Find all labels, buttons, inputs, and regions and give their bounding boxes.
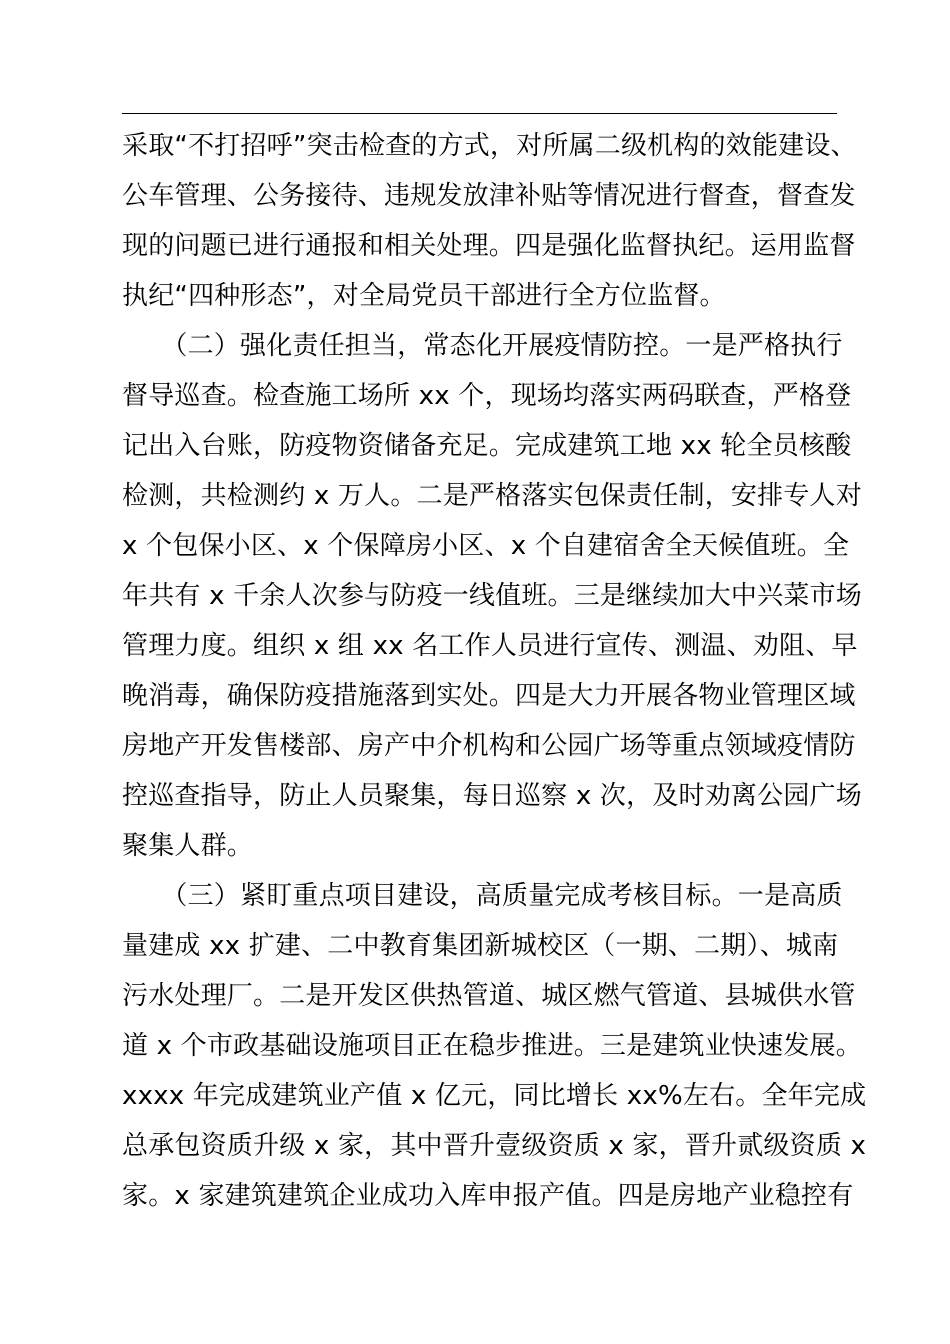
header-rule xyxy=(122,113,837,114)
document-body xyxy=(122,121,867,1221)
text-line: x 个包保小区、x 个保障房小区、x 个自建宿舍全天候值班。全 xyxy=(122,531,850,561)
text-line: 晚消毒，确保防疫措施落到实处。四是大力开展各物业管理区域 xyxy=(122,681,856,711)
text-line: 执纪“四种形态”，对全局党员干部进行全方位监督。 xyxy=(122,281,726,311)
text-line: 总承包资质升级 x 家，其中晋升壹级资质 x 家，晋升贰级资质 x xyxy=(122,1131,867,1161)
text-line: 量建成 xx 扩建、二中教育集团新城校区（一期、二期）、城南 xyxy=(122,931,839,961)
text-line: 年共有 x 千余人次参与防疫一线值班。三是继续加大中兴菜市场 xyxy=(122,581,862,611)
text-line: 采取“不打招呼”突击检查的方式，对所属二级机构的效能建设、 xyxy=(122,131,857,161)
text-line: 道 x 个市政基础设施项目正在稳步推进。三是建筑业快速发展。 xyxy=(122,1031,862,1061)
text-line: 控巡查指导，防止人员聚集，每日巡察 x 次，及时劝离公园广场 xyxy=(122,781,862,811)
text-line: 检测，共检测约 x 万人。二是严格落实包保责任制，安排专人对 xyxy=(122,481,862,511)
text-line: xxxx 年完成建筑业产值 x 亿元，同比增长 xx%左右。全年完成 xyxy=(122,1081,867,1111)
text-line: 督导巡查。检查施工场所 xx 个，现场均落实两码联查，严格登 xyxy=(122,381,852,411)
text-line: 记出入台账，防疫物资储备充足。完成建筑工地 xx 轮全员核酸 xyxy=(122,431,852,461)
text-line: 污水处理厂。二是开发区供热管道、城区燃气管道、县城供水管 xyxy=(122,981,856,1011)
text-line: 家。x 家建筑建筑企业成功入库申报产值。四是房地产业稳控有 xyxy=(122,1181,854,1211)
section-heading-line: （二）强化责任担当，常态化开展疫情防控。一是严格执行 xyxy=(122,331,843,361)
text-line: 聚集人群。 xyxy=(122,831,254,861)
section-heading-line: （三）紧盯重点项目建设，高质量完成考核目标。一是高质 xyxy=(122,881,843,911)
text-line: 公车管理、公务接待、违规发放津补贴等情况进行督查，督查发 xyxy=(122,181,856,211)
text-line: 房地产开发售楼部、房产中介机构和公园广场等重点领域疫情防 xyxy=(122,731,856,761)
text-line: 管理力度。组织 x 组 xx 名工作人员进行宣传、测温、劝阻、早 xyxy=(122,631,858,661)
text-line: 现的问题已进行通报和相关处理。四是强化监督执纪。运用监督 xyxy=(122,231,856,261)
